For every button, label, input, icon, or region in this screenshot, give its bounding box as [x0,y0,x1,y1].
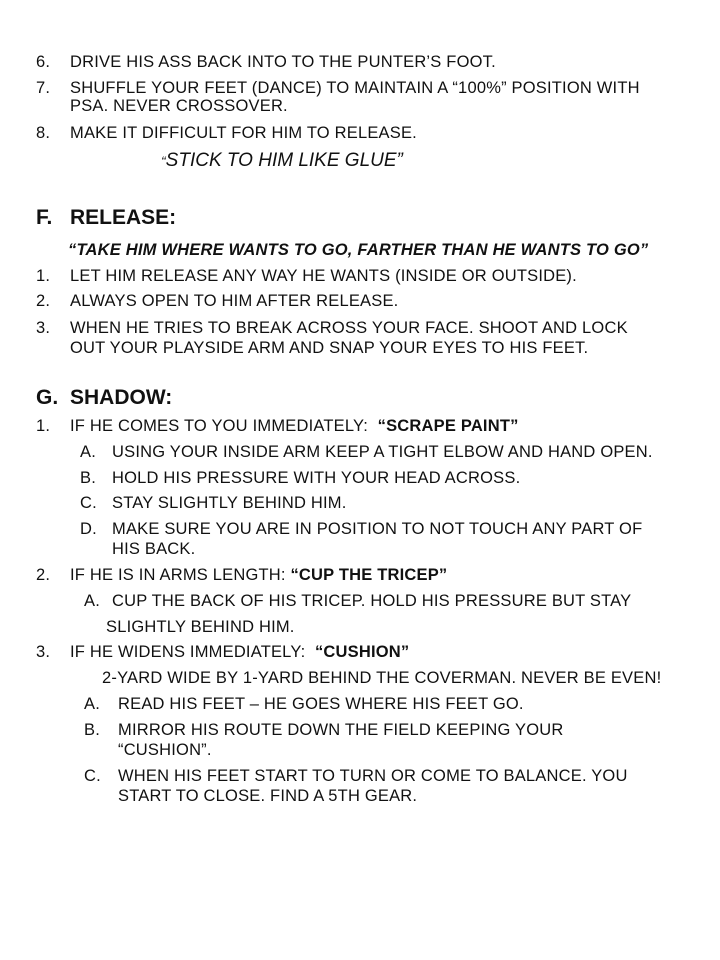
shadow-1-sub-a-letter: A. [80,443,96,461]
shadow-section-title: SHADOW: [70,386,173,409]
shadow-3-sub-b-letter: B. [84,721,100,739]
shadow-item-2-callout: “CUP THE TRICEP” [290,566,448,584]
shadow-item-1 [70,416,519,436]
glue-quote-text: STICK TO HIM LIKE GLUE” [165,150,403,171]
shadow-3-sub-a-text: READ HIS FEET – HE GOES WHERE HIS FEET GO. [118,695,524,713]
shadow-item-2-text: IF HE IS IN ARMS LENGTH: [70,566,291,584]
shadow-2-sub-a-letter: A. [84,592,100,610]
shadow-3-sub-b-text-continued: “CUSHION”. [118,741,212,759]
shadow-item-2 [70,565,447,585]
release-item-3-text: WHEN HE TRIES TO BREAK ACROSS YOUR FACE. SHOOT AND LOCK [70,319,628,337]
shadow-3-sub-b-text: MIRROR HIS ROUTE DOWN THE FIELD KEEPING YOUR [118,721,564,739]
shadow-3-sub-c-letter: C. [84,767,101,785]
release-quote: “TAKE HIM WHERE WANTS TO GO, FARTHER THAN HE WANTS TO GO” [68,241,649,259]
item-7-text: SHUFFLE YOUR FEET (DANCE) TO MAINTAIN A “100%” POSITION WITH [70,79,640,97]
item-8-text: MAKE IT DIFFICULT FOR HIM TO RELEASE. [70,124,417,142]
shadow-3-sub-c-text: WHEN HIS FEET START TO TURN OR COME TO BALANCE. YOU [118,767,628,785]
item-7-number: 7. [36,79,51,97]
release-item-3-number: 3. [36,319,51,337]
shadow-item-1-text: IF HE COMES TO YOU IMMEDIATELY: [70,417,378,435]
shadow-item-3-text: IF HE WIDENS IMMEDIATELY: [70,643,315,661]
item-8-number: 8. [36,124,51,142]
item-6-text: DRIVE HIS ASS BACK INTO TO THE PUNTER’S FOOT. [70,53,496,71]
shadow-3-sub-c-text-continued: START TO CLOSE. FIND A 5TH GEAR. [118,787,418,805]
release-item-1-number: 1. [36,267,51,285]
shadow-2-sub-a-text: CUP THE BACK OF HIS TRICEP. HOLD HIS PRESSURE BUT STAY [112,592,632,610]
shadow-item-3-callout: “CUSHION” [314,643,410,661]
release-item-2-text: ALWAYS OPEN TO HIM AFTER RELEASE. [70,292,399,310]
shadow-3-sub-a-letter: A. [84,695,100,713]
glue-quote-open-mark: “ [161,153,166,169]
glue-quote [161,148,403,174]
shadow-1-sub-d-letter: D. [80,520,97,538]
item-7-text-continued: PSA. NEVER CROSSOVER. [70,97,288,115]
shadow-section-letter: G. [36,386,59,409]
shadow-item-1-callout: “SCRAPE PAINT” [377,417,519,435]
shadow-1-sub-b-text: HOLD HIS PRESSURE WITH YOUR HEAD ACROSS. [112,469,521,487]
shadow-1-sub-d-text-continued: HIS BACK. [112,540,196,558]
shadow-item-2-number: 2. [36,566,51,584]
item-6-number: 6. [36,53,51,71]
shadow-item-3 [70,642,409,662]
release-item-1-text: LET HIM RELEASE ANY WAY HE WANTS (INSIDE OR OUTSIDE). [70,267,577,285]
release-section-title: RELEASE: [70,206,177,229]
shadow-1-sub-d-text: MAKE SURE YOU ARE IN POSITION TO NOT TOUCH ANY PART OF [112,520,643,538]
cushion-note: 2-YARD WIDE BY 1-YARD BEHIND THE COVERMAN. NEVER BE EVEN! [102,669,662,687]
shadow-2-sub-a-text-continued: SLIGHTLY BEHIND HIM. [106,618,295,636]
shadow-1-sub-a-text: USING YOUR INSIDE ARM KEEP A TIGHT ELBOW AND HAND OPEN. [112,443,653,461]
shadow-1-sub-c-letter: C. [80,494,97,512]
release-section-letter: F. [36,206,53,229]
shadow-1-sub-b-letter: B. [80,469,96,487]
shadow-item-1-number: 1. [36,417,51,435]
release-item-3-text-continued: OUT YOUR PLAYSIDE ARM AND SNAP YOUR EYES TO HIS FEET. [70,339,589,357]
shadow-item-3-number: 3. [36,643,51,661]
release-item-2-number: 2. [36,292,51,310]
shadow-1-sub-c-text: STAY SLIGHTLY BEHIND HIM. [112,494,347,512]
